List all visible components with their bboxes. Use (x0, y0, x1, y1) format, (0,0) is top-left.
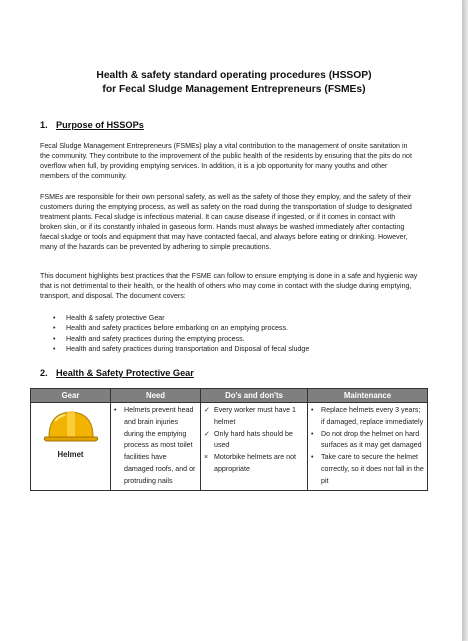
section-title: Purpose of HSSOPs (56, 120, 144, 130)
section-title: Health & Safety Protective Gear (56, 368, 194, 378)
list-item: ✓ Every worker must have 1 helmet (204, 406, 297, 426)
list-item: • Take care to secure the helmet correctly, so it does not fall in the pit (311, 453, 424, 485)
check-icon: ✓ (204, 429, 210, 438)
column-header-dos-donts: Do's and don'ts (201, 389, 308, 403)
column-header-need: Need (111, 389, 201, 403)
list-item: • Helmets prevent head and brain injuries during the emptying process as most toilet facilities have damaged roofs, and or protruding nails (114, 406, 196, 485)
bullet-icon: • (311, 406, 314, 414)
check-icon: ✓ (204, 406, 210, 414)
list-item: • Health and safety practices before embarking on an emptying process. (53, 324, 288, 333)
paragraph-scope: This document highlights best practices that the FSME can follow to ensure emptying is done in a safe and hygienic way that is not detrimental to their health, or the health of others who may come in contact with the sludge during emptying, transport, and disposal. The document covers: (40, 272, 418, 301)
section-1-heading (40, 120, 144, 130)
bullet-icon: • (53, 334, 56, 343)
table-header-row (31, 389, 428, 403)
helmet-icon (43, 407, 99, 447)
list-item: × Motorbike helmets are not appropriate (204, 453, 297, 473)
title-line-1: Health & safety standard operating procedures (HSSOP) (96, 70, 372, 81)
bullet-icon: • (53, 314, 56, 322)
gear-cell (31, 403, 111, 491)
list-item: • Replace helmets every 3 years; if damaged, replace immediately (311, 406, 424, 426)
table-row (31, 403, 428, 491)
covers-list (40, 313, 309, 355)
bullet-icon: • (311, 453, 314, 462)
bullet-icon: • (53, 345, 56, 354)
list-item: • Health & safety protective Gear (53, 314, 165, 322)
list-item: • Health and safety practices during the emptying process. (53, 334, 245, 343)
maintenance-cell (308, 403, 428, 491)
section-number: 1. (40, 120, 48, 130)
paragraph-intro: Fecal Sludge Management Entrepreneurs (FSMEs) play a vital contribution to the management of onsite sanitation in the community. They contribute to the improvement of the public health of the residents by ensuring that the pits do not overflow when full, by providing emptying services. In addition, it is a job opportunity for many youths and other members of the community. (40, 142, 412, 181)
document-title (60, 69, 408, 97)
column-header-gear: Gear (31, 389, 111, 403)
section-2-heading (40, 368, 194, 378)
bullet-icon: • (311, 429, 314, 438)
list-item: • Do not drop the helmet on hard surfaces as it may get damaged (311, 429, 422, 450)
paragraph-responsibility: FSMEs are responsible for their own personal safety, as well as the safety of those they employ, and the safety of their customers during the emptying process, as well as safety on the road during the transportation of sludge to designated treatment plants. Fecal sludge is infectious material. It can cause disease if ingested, or if it comes in contact with broken skin, or if its constantly inhaled in gaseous form. Hands must always be washed immediately after contacting faecal sludge or tools and equipment that may have contacted faecal, and always before eating or drinking. However, many of the hazards can be prevented by adhering to simple precautions. (40, 193, 412, 252)
section-number: 2. (40, 368, 48, 378)
cross-icon: × (204, 453, 209, 462)
protective-gear-table (30, 388, 428, 491)
column-header-maintenance: Maintenance (308, 389, 428, 403)
gear-name: Helmet (57, 450, 84, 459)
title-line-2: for Fecal Sludge Management Entrepreneurs (FSMEs) (102, 84, 366, 95)
bullet-icon: • (114, 406, 117, 414)
list-item: • Health and safety practices during transportation and Disposal of fecal sludge (53, 345, 310, 354)
dos-donts-cell (201, 403, 308, 491)
bullet-icon: • (53, 324, 56, 333)
need-cell (111, 403, 201, 491)
list-item: ✓ Only hard hats should be used (204, 429, 293, 450)
